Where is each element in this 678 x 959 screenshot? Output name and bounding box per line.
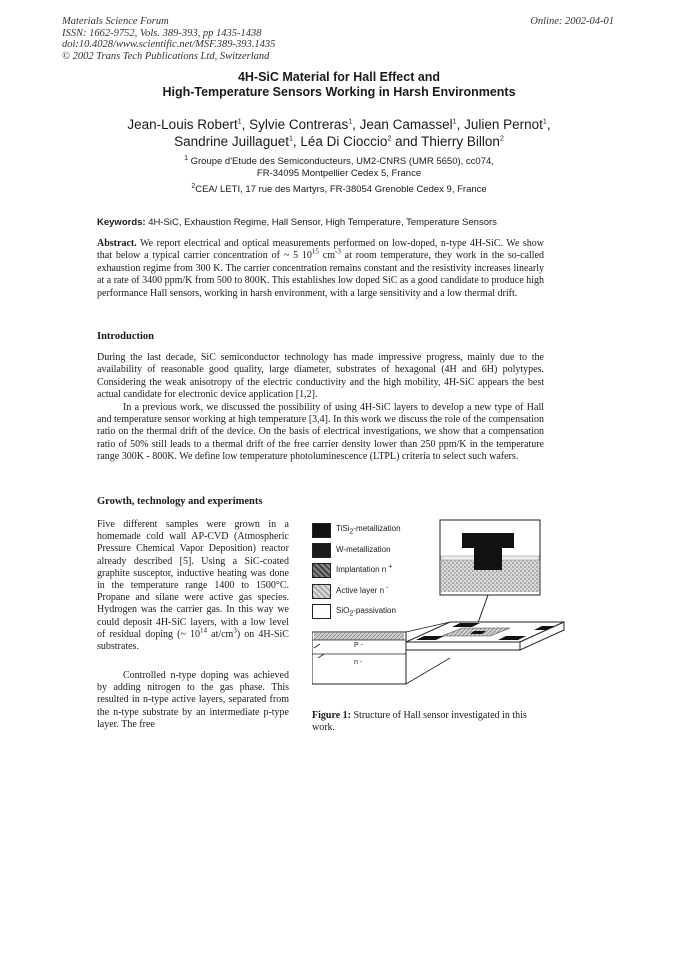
author-name: Sandrine Juillaguet	[174, 134, 289, 149]
copyright-line: © 2002 Trans Tech Publications Ltd, Switzerland	[62, 50, 270, 62]
growth-paragraph-2: Controlled n-type doping was achieved by adding nitrogen to the gas phase. This resulted in n-type active layers, separated from the n-type substrate by an intermediate p-type layer. The free	[97, 670, 289, 730]
author-affiliation-mark: 1	[288, 135, 293, 143]
introduction-heading: Introduction	[97, 331, 154, 342]
author-name: Jean-Louis Robert	[127, 117, 238, 132]
hall-sensor-diagram	[312, 518, 602, 706]
growth-paragraph-1: Five different samples were grown in a homemade cold wall AP-CVD (Atmospheric Pressure Chemical Vapor Deposition) reactor already described [5]. Using a SiC-coated graphite susceptor, inductive heating was done in the temperature range 1400 to 1500°C. Propane and silane were active gas species. Hydrogen was the carrier gas. In this way we could deposit 4H-SiC layers, with a low level of residual doping (~ $10^{14}$ $at/cm^3$) on 4H-SiC substrates.	[97, 519, 289, 653]
keywords-text: 4H-SiC, Exhaustion Regime, Hall Sensor, High Temperature, Temperature Sensors	[148, 217, 497, 228]
issn-line: ISSN: 1662-9752, Vols. 389-393, pp 1435-1438	[62, 27, 262, 39]
abstract-label: Abstract.	[97, 238, 137, 249]
introduction-paragraph-1: During the last decade, SiC semiconductor technology has made impressive progress, mainly due to the availability of reasonable good quality, large diameter, substrates of hexagonal (4H and 6H) polytypes. Considering the weak anisotropy of the electric conductivity and the high mobility, 4H-SiC appears the best actual candidate for electronic device application [1,2].	[97, 352, 544, 401]
figure-1-caption: Figure 1: Structure of Hall sensor investigated in this work.	[312, 710, 527, 734]
hall-sensor-figure	[312, 518, 602, 706]
author-name: Jean Camassel	[359, 117, 453, 132]
abstract-paragraph: Abstract. We report electrical and optical measurements performed on low-doped, n-type 4H-SiC. We show that below a typical carrier concentration of ~ 5 $10^{15}$ $cm^{-3}$ at room temperature, they work in the so-called exhaustion regime from 300 K. The carrier concentration remains constant and the resistivity increases linearly at a rate of 3400 ppm/K from 500 to 800K. This establishes low doped SiC as a good candidate to produce high performance Hall sensors, working in harsh environment, with a large sensitivity and a low thermal drift.	[97, 238, 545, 299]
author-list-line-1: Jean-Louis Robert$^1$, Sylvie Contreras$^1$, Jean Camassel$^1$, Julien Pernot$^1$,	[127, 117, 551, 132]
layer-label-p: P -	[354, 642, 363, 649]
affiliation-1-line-2: FR-34095 Montpellier Cedex 5, France	[256, 168, 422, 179]
author-list-line-2: Sandrine Juillaguet$^1$, Léa Di Cioccio$^2$ and Thierry Billon$^2$	[174, 134, 504, 149]
author-affiliation-mark: 1	[452, 118, 457, 126]
introduction-paragraph-2: In a previous work, we discussed the possibility of using 4H-SiC layers to develop a new type of Hall and temperature sensor working at high temperature [3,4]. In this work we discuss the role of the compensation ratio on the thermal drift of the device. On the basis of electrical investigations, we show that a compensation ratio of 50% still leads to a thermal drift of the free carrier density lower than 250 ppm/K in the temperature range 300K - 800K. We define low temperature photoluminescence (LTPL) criteria to select such wafers.	[97, 401, 544, 463]
doi-link[interactable]: doi:10.4028/www.scientific.net/MSF.389-393.1435	[62, 39, 276, 50]
layer-stack-active	[314, 633, 404, 640]
author-affiliation-mark: 1	[237, 118, 242, 126]
affiliation-1-line-1: $^1$ Groupe d'Etude des Semiconducteurs, UM2-CNRS (UMR 5650), cc074,	[184, 154, 494, 167]
author-name: Léa Di Cioccio	[300, 134, 388, 149]
figure-caption-label: Figure 1:	[312, 710, 351, 721]
legend-label-w: W-metallization	[336, 545, 391, 554]
paper-title-line-1: 4H-SiC Material for Hall Effect and	[237, 70, 441, 84]
legend-label-sio2: SiO$_2$-passivation	[336, 606, 396, 618]
legend-label-implantation: Implantation n +	[336, 563, 393, 574]
layer-label-n: n -	[354, 659, 363, 666]
author-affiliation-mark: 1	[348, 118, 353, 126]
legend-label-tisi2: TiSi$_2$-metallization	[336, 524, 401, 536]
author-affiliation-mark: 2	[387, 135, 392, 143]
legend-label-active-layer: Active layer n -	[336, 584, 389, 595]
online-date: Online: 2002-04-01	[530, 16, 614, 27]
affiliation-2: $^2$CEA/ LETI, 17 rue des Martyrs, FR-38054 Grenoble Cedex 9, France	[191, 182, 487, 195]
keywords	[97, 217, 497, 228]
paper-title-line-2: High-Temperature Sensors Working in Harsh Environments	[162, 85, 516, 99]
author-name: Sylvie Contreras	[249, 117, 349, 132]
author-affiliation-mark: 2	[499, 135, 504, 143]
author-affiliation-mark: 1	[542, 118, 547, 126]
journal-name: Materials Science Forum	[62, 16, 169, 27]
author-name: Julien Pernot	[464, 117, 543, 132]
author-name: Thierry Billon	[421, 134, 500, 149]
keywords-label: Keywords:	[97, 217, 146, 228]
growth-heading: Growth, technology and experiments	[97, 496, 263, 507]
